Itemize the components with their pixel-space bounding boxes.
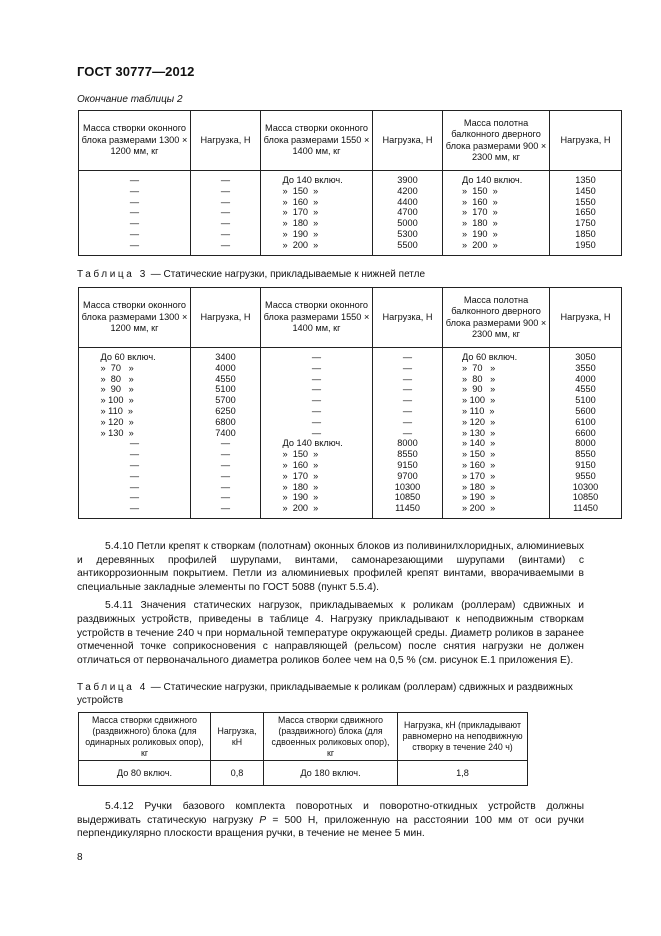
table-cell: —: [220, 185, 231, 196]
table-cell: » 80 »: [462, 373, 496, 384]
table-cell: —: [220, 481, 231, 492]
table-cell: » 190 »: [282, 228, 319, 239]
table-cell: » 150 »: [462, 185, 498, 196]
t4-cell-1: До 80 включ.: [79, 761, 211, 786]
table-cell: —: [402, 384, 413, 395]
table-cell: 4400: [397, 196, 418, 207]
table-cell: 4550: [575, 384, 596, 395]
table-cell: —: [220, 228, 231, 239]
table-cell: 11450: [573, 503, 598, 514]
table-cell: До 60 включ.: [100, 352, 156, 362]
table-cell: 4200: [397, 185, 418, 196]
table-cell: 8000: [575, 438, 596, 449]
table-cell: 10300: [394, 481, 421, 492]
t3-header-6: Нагрузка, Н: [550, 288, 622, 348]
table-cell: —: [129, 239, 140, 250]
table-cell: » 200 »: [282, 239, 319, 250]
t2-header-2: Нагрузка, Н: [191, 111, 261, 171]
table-cell: » 170 »: [282, 470, 319, 481]
table-cell: 4000: [215, 362, 236, 373]
paragraph-5-4-12-part-b: = 500 Н, приложенную на расстоянии 100 мм от оси ручки перпендикулярно плоскости вращения ручки, в течение не менее 5 мин.: [77, 814, 584, 840]
table-cell: —: [220, 196, 231, 207]
table-cell: 3900: [397, 175, 418, 185]
table2-column-1: [79, 171, 191, 256]
t2-header-1: Масса створки оконного блока размерами 1300 × 1200 мм, кг: [79, 111, 191, 171]
table-cell: —: [129, 185, 140, 196]
table3-column-6: [550, 348, 622, 519]
table-cell: —: [402, 416, 413, 427]
table-cell: » 70 »: [462, 362, 496, 373]
table-cell: —: [311, 373, 322, 384]
t4-header-2: Нагрузка, кН: [211, 713, 264, 761]
table-cell: 3400: [215, 352, 236, 362]
table2-column-6: [550, 171, 622, 256]
table-cell: » 120 »: [462, 416, 496, 427]
table-cell: —: [220, 218, 231, 229]
table-cell: —: [129, 449, 140, 460]
table-cell: 9150: [397, 459, 418, 470]
table-cell: » 170 »: [282, 207, 319, 218]
paragraph-5-4-11: 5.4.11 Значения статических нагрузок, прикладываемых к роликам (роллерам) сдвижных и раздвижных устройств, приведены в таблице 4. Нагрузку прикладывают к неподвижным створкам устройств в течение 240 ч при нормальной температуре окружающей среды. Диаметр роликов в заранее отмеченной точке соприкосновения с направляющей (рельсом) после снятия нагрузки не должен отличаться от первоначального диаметра роликов более чем на 0,5 % (см. рисунок Е.1 приложения Е).: [77, 600, 584, 666]
table-cell: 1350: [575, 175, 596, 185]
table-cell: » 200 »: [282, 503, 319, 514]
table-cell: » 120 »: [100, 416, 134, 427]
table2-column-5: [443, 171, 550, 256]
paragraph-5-4-10: 5.4.10 Петли крепят к створкам (полотнам) оконных блоков из поливинилхлоридных, алюминиевых и деревянных профилей шурупами, винтами, самонарезающими шурупами (винтами) с антикоррозионным покрытием. Петли из алюминиевых профилей крепят винтами, вворачиваемыми в специальные закладные элементы по ГОСТ 5088 (пункт 5.5.4).: [77, 541, 584, 593]
table-cell: 5600: [575, 405, 596, 416]
table-cell: 5500: [397, 239, 418, 250]
table-cell: —: [129, 481, 140, 492]
table-cell: —: [311, 416, 322, 427]
table-cell: 9150: [575, 459, 596, 470]
table-cell: » 100 »: [462, 395, 496, 406]
table3-caption: [77, 268, 587, 281]
table-cell: До 60 включ.: [462, 352, 518, 362]
body-text-1: [77, 540, 584, 667]
t4-header-4: Нагрузка, кН (прикладывают равномерно на неподвижную створку в течение 240 ч): [398, 713, 528, 761]
table-cell: —: [220, 449, 231, 460]
table3-column-3: [261, 348, 373, 519]
table-cell: —: [220, 459, 231, 470]
table3-column-1: [79, 348, 191, 519]
table-cell: —: [129, 503, 140, 514]
table-cell: 8550: [397, 449, 418, 460]
table-cell: » 160 »: [282, 196, 319, 207]
table-cell: —: [129, 196, 140, 207]
table-cell: 9700: [397, 470, 418, 481]
table-cell: » 100 »: [100, 395, 134, 406]
table-cell: 8550: [575, 449, 596, 460]
table-cell: —: [220, 503, 231, 514]
page-number: 8: [77, 852, 83, 863]
table-cell: » 150 »: [462, 449, 496, 460]
table-cell: » 170 »: [462, 207, 498, 218]
table-cell: » 200 »: [462, 239, 498, 250]
page-header: ГОСТ 30777—2012: [77, 64, 195, 79]
table-cell: » 160 »: [462, 196, 498, 207]
table-cell: 4550: [215, 373, 236, 384]
table-cell: —: [220, 470, 231, 481]
table-cell: » 150 »: [282, 185, 319, 196]
table-3: [78, 287, 622, 519]
paragraph-5-4-12: [77, 800, 584, 841]
t2-header-3: Масса створки оконного блока размерами 1550 × 1400 мм, кг: [261, 111, 373, 171]
table-cell: 1950: [575, 239, 596, 250]
table-cell: » 130 »: [100, 427, 134, 438]
table-cell: » 110 »: [100, 405, 134, 416]
table-cell: До 140 включ.: [462, 175, 523, 185]
table3-caption-text: — Статические нагрузки, прикладываемые к нижней петле: [147, 269, 426, 280]
table-cell: —: [129, 175, 140, 185]
t3-header-5: Масса полотна балконного дверного блока размерами 900 × 2300 мм, кг: [443, 288, 550, 348]
table-cell: —: [402, 352, 413, 362]
table-cell: » 150 »: [282, 449, 319, 460]
table-cell: —: [311, 352, 322, 362]
table-cell: 6600: [575, 427, 596, 438]
table-cell: » 180 »: [462, 218, 498, 229]
table-cell: » 190 »: [282, 492, 319, 503]
table-cell: —: [220, 207, 231, 218]
table-cell: » 190 »: [462, 228, 498, 239]
variable-p: P: [259, 814, 267, 826]
table-cell: 6250: [215, 405, 236, 416]
table-cell: —: [402, 405, 413, 416]
table-cell: 1450: [575, 185, 596, 196]
table-cell: —: [402, 395, 413, 406]
table-cell: » 160 »: [462, 459, 496, 470]
t4-cell-4: 1,8: [398, 761, 528, 786]
table-cell: 10850: [572, 492, 599, 503]
table-cell: —: [129, 218, 140, 229]
table-cell: » 180 »: [282, 218, 319, 229]
t4-header-3: Масса створки сдвижного (раздвижного) блока (для сдвоенных роликовых опор), кг: [264, 713, 398, 761]
table-cell: 6100: [575, 416, 596, 427]
table-cell: » 130 »: [462, 427, 496, 438]
table-cell: » 200 »: [462, 503, 496, 514]
table-cell: 5100: [575, 395, 596, 406]
table-cell: 1850: [575, 228, 596, 239]
table-cell: —: [129, 207, 140, 218]
table3-column-4: [373, 348, 443, 519]
table-cell: 5300: [397, 228, 418, 239]
table-4: [78, 712, 528, 786]
t3-header-3: Масса створки оконного блока размерами 1550 × 1400 мм, кг: [261, 288, 373, 348]
t2-header-6: Нагрузка, Н: [550, 111, 622, 171]
table-cell: —: [402, 373, 413, 384]
table-cell: 10850: [394, 492, 421, 503]
t2-header-5: Масса полотна балконного дверного блока размерами 900 × 2300 мм, кг: [443, 111, 550, 171]
table-cell: 8000: [397, 438, 418, 449]
table-cell: » 180 »: [462, 481, 496, 492]
body-text-2: [77, 800, 584, 841]
table-cell: —: [129, 459, 140, 470]
table-2: [78, 110, 622, 256]
table2-column-3: [261, 171, 373, 256]
table-cell: 9550: [575, 470, 596, 481]
table2-column-4: [373, 171, 443, 256]
table-cell: —: [311, 405, 322, 416]
table-cell: » 140 »: [462, 438, 496, 449]
table-cell: До 140 включ.: [282, 438, 343, 449]
table2-caption: Окончание таблицы 2: [77, 94, 183, 105]
table-cell: 1550: [575, 196, 596, 207]
table-cell: —: [311, 362, 322, 373]
table-cell: —: [220, 492, 231, 503]
table3-column-5: [443, 348, 550, 519]
table-cell: —: [129, 470, 140, 481]
table-cell: —: [311, 427, 322, 438]
table-cell: —: [402, 427, 413, 438]
table-cell: 1750: [575, 218, 596, 229]
table-cell: 7400: [215, 427, 236, 438]
table-cell: 5700: [215, 395, 236, 406]
table-cell: 10300: [572, 481, 599, 492]
table-cell: —: [129, 492, 140, 503]
table-cell: —: [220, 438, 231, 449]
table-cell: —: [129, 438, 140, 449]
table-cell: » 170 »: [462, 470, 496, 481]
table-cell: 6800: [215, 416, 236, 427]
table-cell: » 80 »: [100, 373, 134, 384]
t4-cell-2: 0,8: [211, 761, 264, 786]
table-cell: 3550: [575, 362, 596, 373]
table-cell: 1650: [575, 207, 596, 218]
table-cell: —: [129, 228, 140, 239]
table-cell: —: [220, 175, 231, 185]
table-cell: » 70 »: [100, 362, 134, 373]
table-cell: 3050: [575, 352, 596, 362]
table-cell: До 140 включ.: [282, 175, 343, 185]
table-cell: » 160 »: [282, 459, 319, 470]
table-cell: » 90 »: [100, 384, 134, 395]
table3-column-2: [191, 348, 261, 519]
t3-header-4: Нагрузка, Н: [373, 288, 443, 348]
t3-header-1: Масса створки оконного блока размерами 1300 × 1200 мм, кг: [79, 288, 191, 348]
table-cell: 4700: [397, 207, 418, 218]
table4-caption: [77, 681, 587, 707]
t2-header-4: Нагрузка, Н: [373, 111, 443, 171]
table-cell: —: [311, 384, 322, 395]
table-cell: » 90 »: [462, 384, 496, 395]
t4-cell-3: До 180 включ.: [264, 761, 398, 786]
table-cell: 5100: [215, 384, 236, 395]
table-cell: » 110 »: [462, 405, 495, 416]
t3-header-2: Нагрузка, Н: [191, 288, 261, 348]
table-cell: —: [311, 395, 322, 406]
table3-caption-label: Таблица 3: [77, 269, 148, 280]
table-cell: 5000: [397, 218, 418, 229]
table-cell: » 180 »: [282, 481, 319, 492]
t4-header-1: Масса створки сдвижного (раздвижного) блока (для одинарных роликовых опор), кг: [79, 713, 211, 761]
table-cell: —: [402, 362, 413, 373]
table-row: [79, 761, 528, 786]
table-cell: 11450: [395, 503, 420, 514]
table-cell: » 190 »: [462, 492, 496, 503]
table2-column-2: [191, 171, 261, 256]
table4-caption-text: — Статические нагрузки, прикладываемые к роликам (роллерам) сдвижных и раздвижных устройств: [77, 682, 573, 706]
table4-caption-label: Таблица 4: [77, 682, 148, 693]
table-cell: 4000: [575, 373, 596, 384]
paragraph-5-4-12-part-a: 5.4.12 Ручки базового комплекта поворотных и поворотно-откидных устройств должны выдерживать статическую нагрузку: [77, 801, 584, 826]
table-cell: —: [220, 239, 231, 250]
